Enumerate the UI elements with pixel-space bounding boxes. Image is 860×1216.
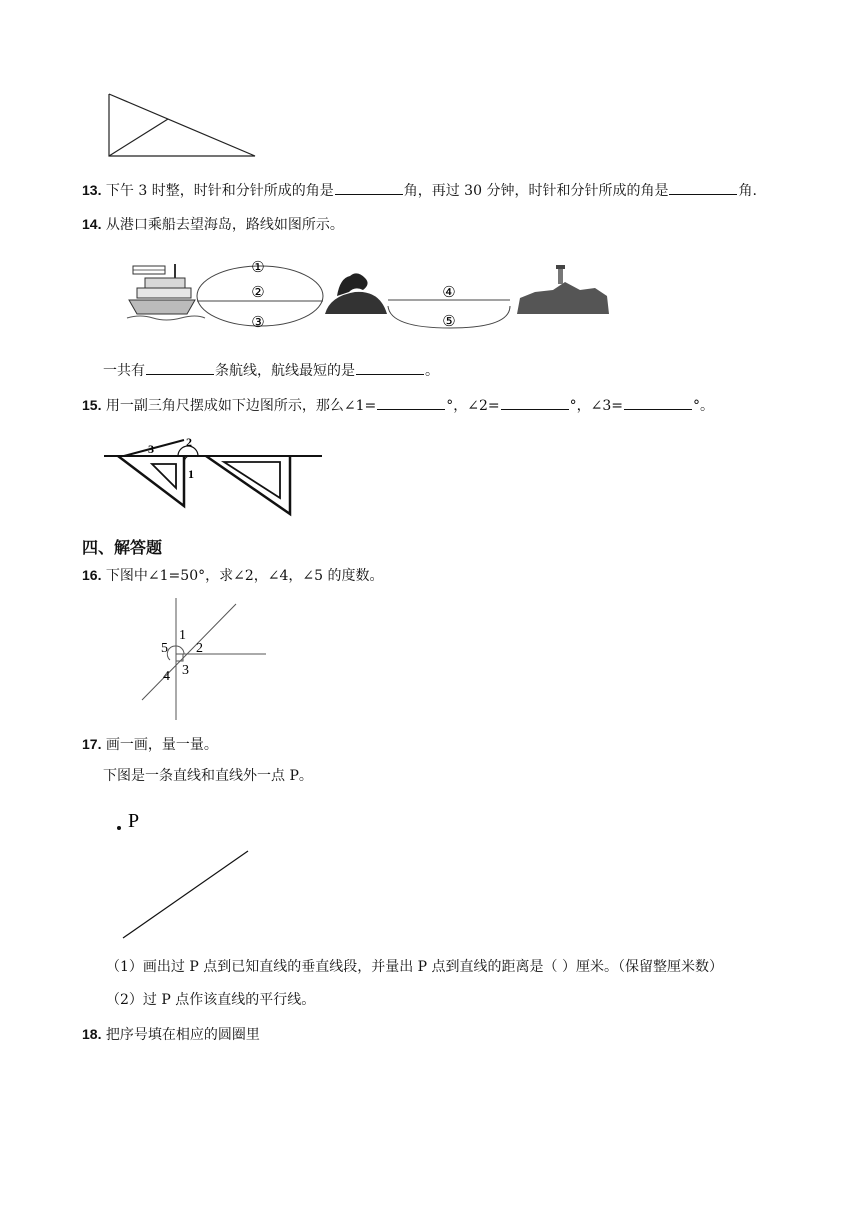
- question-number: 18.: [82, 1026, 102, 1042]
- question-14-answer: [103, 361, 439, 380]
- lighthouse-island-icon: [517, 265, 609, 314]
- island-icon: [325, 273, 387, 314]
- question-18: [82, 1025, 260, 1044]
- answer-text: 。: [425, 363, 439, 379]
- question-text: 用一副三角尺摆成如下边图所示，那么∠1=: [105, 398, 377, 414]
- point-line-figure: [110, 804, 260, 944]
- question-17-part2: （2）过 P 点作该直线的平行线。: [106, 992, 316, 1008]
- question-14: [82, 215, 344, 234]
- question-text: 下图中∠1=50°，求∠2，∠4，∠5 的度数。: [105, 568, 384, 584]
- question-17-part1: （1）画出过 P 点到已知直线的垂直线段，并量出 P 点到直线的距离是（ ）厘米。（保留整厘米数）: [106, 959, 723, 975]
- answer-blank[interactable]: [356, 361, 424, 375]
- question-text: 把序号填在相应的圆圈里: [105, 1027, 260, 1043]
- route-label: ⑤: [442, 314, 456, 330]
- question-17-subtext: 下图是一条直线和直线外一点 P。: [103, 768, 313, 784]
- answer-blank[interactable]: [335, 181, 403, 195]
- answer-blank[interactable]: [146, 361, 214, 375]
- question-number: 16.: [82, 567, 102, 583]
- angle-label: 2: [196, 641, 203, 656]
- angle-label: 1: [188, 467, 194, 481]
- question-text: 角.: [738, 183, 757, 199]
- angle-label: 2: [186, 435, 192, 449]
- angle-label: 5: [161, 641, 168, 656]
- question-number: 17.: [82, 736, 102, 752]
- angle-figure: [140, 594, 270, 724]
- question-number: 13.: [82, 182, 102, 198]
- question-number: 14.: [82, 216, 102, 232]
- question-text: °，∠2=: [446, 398, 500, 414]
- answer-blank[interactable]: [624, 396, 692, 410]
- triangle-figure: [100, 88, 265, 163]
- question-number: 15.: [82, 397, 102, 413]
- question-text: 角，再过 30 分钟，时针和分针所成的角是: [403, 183, 669, 199]
- answer-text: 条航线，航线最短的是: [215, 363, 355, 379]
- question-text: 从港口乘船去望海岛，路线如图所示。: [105, 217, 344, 233]
- answer-blank[interactable]: [669, 181, 737, 195]
- question-text: 下午 3 时整，时针和分针所成的角是: [105, 183, 334, 199]
- set-square-figure: [104, 436, 324, 518]
- point-p-label: P: [128, 810, 140, 832]
- route-label: ④: [442, 285, 456, 301]
- angle-label: 3: [148, 442, 154, 456]
- angle-label: 1: [179, 628, 186, 643]
- question-17: [82, 735, 218, 754]
- route-figure: [125, 256, 625, 334]
- answer-blank[interactable]: [501, 396, 569, 410]
- route-label: ①: [251, 260, 265, 276]
- question-text: °，∠3=: [569, 398, 624, 414]
- angle-label: 4: [163, 669, 170, 684]
- question-text: °。: [693, 398, 715, 414]
- route-label: ③: [251, 315, 265, 331]
- angle-label: 3: [182, 663, 189, 678]
- question-15: [82, 396, 714, 415]
- route-label: ②: [251, 285, 265, 301]
- question-text: 画一画，量一量。: [105, 737, 218, 753]
- question-13: [82, 181, 757, 200]
- section-title: 四、解答题: [82, 538, 163, 557]
- answer-text: 一共有: [103, 363, 145, 379]
- ship-icon: [127, 264, 205, 320]
- question-16: [82, 566, 383, 585]
- answer-blank[interactable]: [377, 396, 445, 410]
